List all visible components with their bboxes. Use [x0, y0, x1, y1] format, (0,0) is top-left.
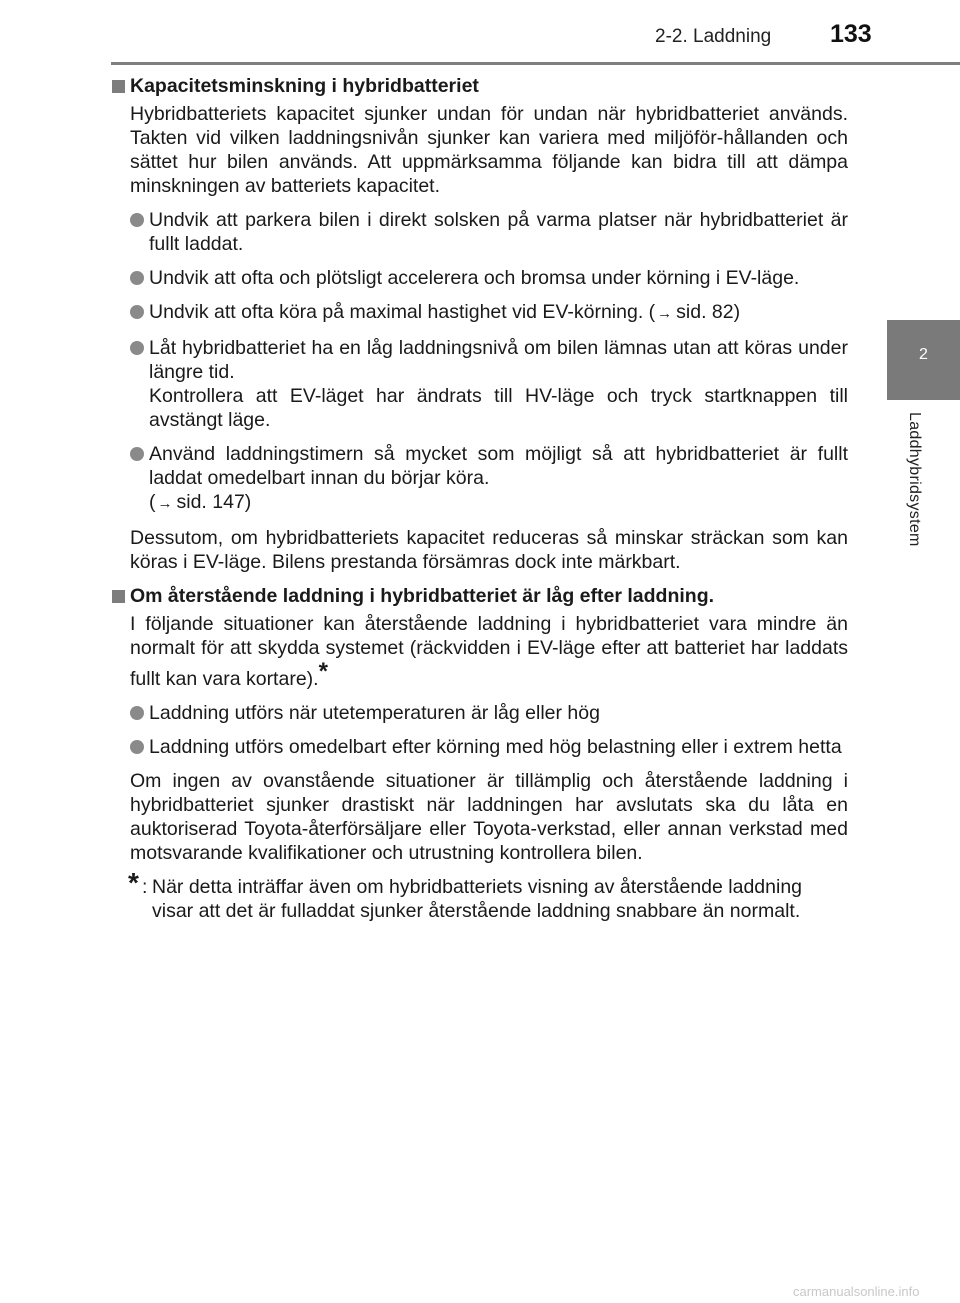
page-number: 133	[830, 20, 872, 48]
page-reference: sid. 82)	[676, 301, 741, 323]
section-heading	[112, 74, 848, 98]
circle-bullet-icon	[130, 740, 144, 754]
circle-bullet-icon	[130, 271, 144, 285]
header-divider	[111, 62, 960, 65]
list-item: Använd laddningstimern så mycket som möjligt så att hybridbatteriet är fullt laddat omedelbart innan du börjar köra. ( → sid. 147)	[130, 442, 848, 516]
footnote-star: *	[128, 867, 139, 898]
list-item: Låt hybridbatteriet ha en låg laddningsnivå om bilen lämnas utan att köras under längre tid. Kontrollera att EV-läget har ändrats till HV-läge och tryck startknappen till avstängt läge.	[130, 336, 848, 432]
circle-bullet-icon	[130, 706, 144, 720]
list-item: Undvik att ofta och plötsligt accelerera och bromsa under körning i EV-läge.	[130, 266, 848, 290]
section-outro: Dessutom, om hybridbatteriets kapacitet reduceras så minskar sträckan som kan köras i EV-läge. Bilens prestanda försämras dock inte märkbart.	[130, 527, 848, 573]
section-heading-text: Kapacitetsminskning i hybridbatteriet	[130, 75, 479, 97]
footnote-colon: :	[142, 876, 148, 898]
circle-bullet-icon	[130, 447, 144, 461]
list-item: Laddning utförs omedelbart efter körning med hög belastning eller i extrem hetta	[130, 735, 848, 759]
circle-bullet-icon	[130, 213, 144, 227]
running-header-section: 2-2. Laddning	[655, 26, 772, 47]
section-outro: Om ingen av ovanstående situationer är tillämplig och återstående laddning i hybridbatteriet sjunker drastiskt när laddningen har avslutats ska du låta en auktoriserad Toyota-återförsäljare eller Toyota-verkstad, eller annan verkstad med motsvarande kvalifikationer och utrustning kontrollera bilen.	[130, 770, 848, 864]
section-intro: I följande situationer kan återstående laddning i hybridbatteriet vara mindre än normalt för att skydda systemet (räckvidden i EV-läge efter att batteriet har laddats fullt kan vara kortare).*	[130, 613, 848, 690]
section-intro: Hybridbatteriets kapacitet sjunker undan för undan när hybridbatteriet används. Takten vid vilken laddningsnivån sjunker kan variera med miljöför-hållanden och sättet hur bilen används. Att uppmärksamma följande kan bidra till att dämpa minskningen av batteriets kapacitet.	[130, 103, 848, 197]
footnote-marker: *	[318, 658, 328, 685]
list-item: Laddning utförs när utetemperaturen är låg eller hög	[130, 701, 848, 725]
bullet-list	[130, 701, 848, 759]
arrow-right-icon: →	[157, 495, 173, 512]
square-bullet-icon	[112, 590, 125, 603]
footnote-text: När detta inträffar även om hybridbatteriets visning av återstående laddning visar att det är fulladdat sjunker återstående laddning snabbare än normalt.	[152, 876, 803, 922]
circle-bullet-icon	[130, 341, 144, 355]
chapter-number: 2	[919, 346, 928, 363]
list-item: Undvik att ofta köra på maximal hastighet vid EV-körning. ( → sid. 82)	[130, 300, 848, 326]
section-heading-text: Om återstående laddning i hybridbatteriet är låg efter laddning.	[130, 585, 715, 607]
square-bullet-icon	[112, 80, 125, 93]
circle-bullet-icon	[130, 305, 144, 319]
page-reference: sid. 147)	[176, 491, 252, 513]
list-item: Undvik att parkera bilen i direkt solsken på varma platser när hybridbatteriet är fullt laddat.	[130, 208, 848, 256]
chapter-tab	[887, 320, 960, 400]
chapter-label: Laddhybridsystem	[906, 412, 923, 547]
section-heading	[112, 584, 848, 608]
arrow-right-icon: →	[657, 305, 673, 322]
watermark: carmanualsonline.info	[793, 1284, 920, 1299]
footnote	[128, 867, 848, 923]
page-content	[112, 74, 848, 923]
bullet-list	[130, 208, 848, 516]
